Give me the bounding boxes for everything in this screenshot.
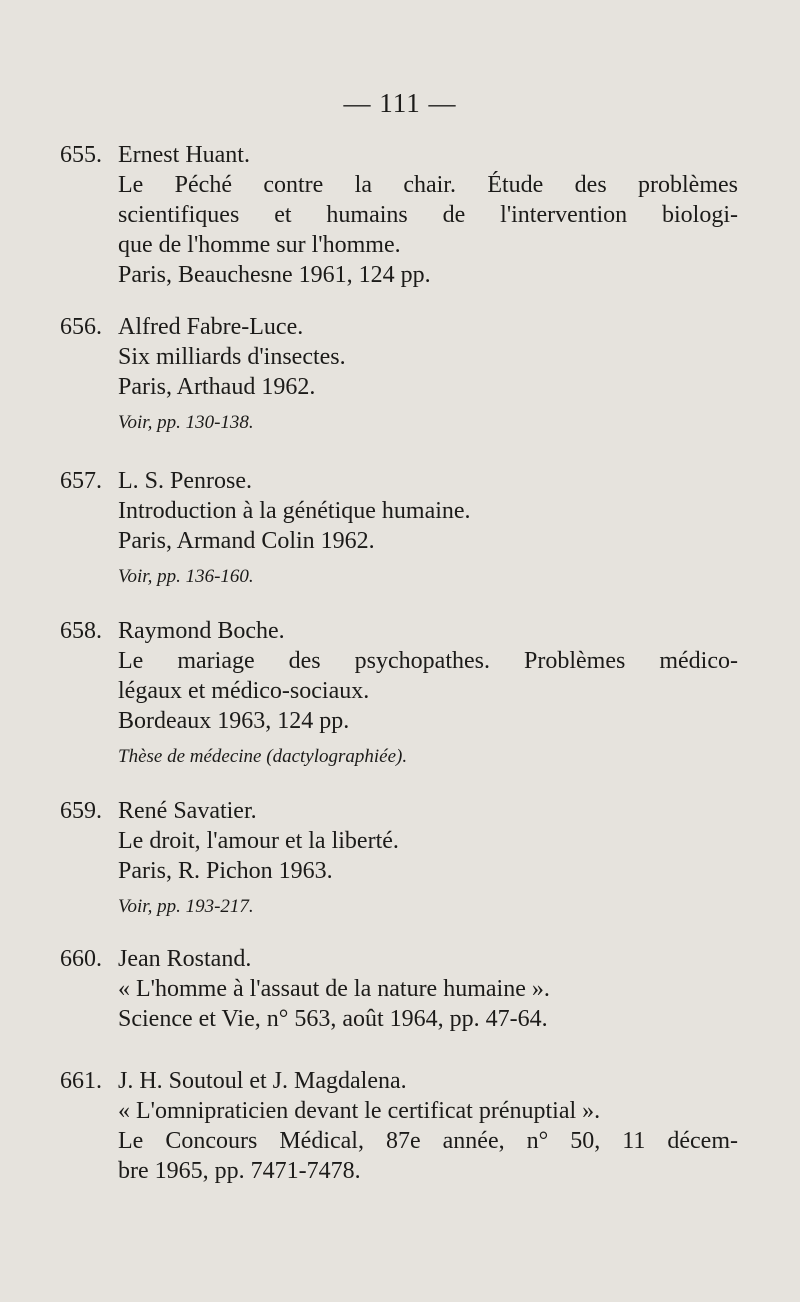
entry-author: Alfred Fabre-Luce. (118, 314, 304, 340)
entry-body (118, 140, 738, 290)
entry-title-line: scientifiques et humains de l'intervention biologi- (118, 202, 738, 228)
entry-note: Voir, pp. 136-160. (118, 566, 254, 587)
entry-title-line: Six milliards d'insectes. (118, 344, 346, 370)
entry-note: Voir, pp. 193-217. (118, 896, 254, 917)
entry-note: Thèse de médecine (dactylographiée). (118, 746, 408, 767)
entry-author: J. H. Soutoul et J. Magdalena. (118, 1068, 407, 1094)
entry-title-line: Le mariage des psychopathes. Problèmes médico- (118, 648, 738, 674)
entry-number: 655. (60, 142, 102, 168)
entry-number: 659. (60, 798, 102, 824)
entry-publication: Science et Vie, n° 563, août 1964, pp. 47-64. (118, 1006, 548, 1032)
entry-number: 656. (60, 314, 102, 340)
entry-body (118, 796, 738, 922)
entry-publication: Paris, Arthaud 1962. (118, 374, 316, 400)
entry-publication: Bordeaux 1963, 124 pp. (118, 708, 350, 734)
entry-title-line: Introduction à la génétique humaine. (118, 498, 471, 524)
entry-author: Raymond Boche. (118, 618, 285, 644)
entry-author: L. S. Penrose. (118, 468, 252, 494)
entry-publication: bre 1965, pp. 7471-7478. (118, 1158, 361, 1184)
entry-title-line: Le Péché contre la chair. Étude des problèmes (118, 172, 738, 198)
entry-body (118, 312, 738, 438)
entry-title-line: Le droit, l'amour et la liberté. (118, 828, 399, 854)
entry-body (118, 616, 738, 772)
entry-title-line: « L'omnipraticien devant le certificat prénuptial ». (118, 1098, 601, 1124)
entry-body (118, 944, 738, 1034)
page-number: — 111 — (343, 88, 457, 118)
entry-title-line: que de l'homme sur l'homme. (118, 232, 401, 258)
entry-title-line: légaux et médico-sociaux. (118, 678, 370, 704)
entry-body (118, 1066, 738, 1186)
entry-publication: Paris, Armand Colin 1962. (118, 528, 375, 554)
entry-title-line: « L'homme à l'assaut de la nature humaine ». (118, 976, 550, 1002)
entry-number: 661. (60, 1068, 102, 1094)
entry-number: 660. (60, 946, 102, 972)
entry-publication: Paris, R. Pichon 1963. (118, 858, 333, 884)
entry-author: Ernest Huant. (118, 142, 250, 168)
entry-publication: Le Concours Médical, 87e année, n° 50, 11 décem- (118, 1128, 738, 1154)
entry-body (118, 466, 738, 592)
entry-number: 657. (60, 468, 102, 494)
entry-author: René Savatier. (118, 798, 257, 824)
entry-note: Voir, pp. 130-138. (118, 412, 254, 433)
entry-publication: Paris, Beauchesne 1961, 124 pp. (118, 262, 431, 288)
entry-number: 658. (60, 618, 102, 644)
entry-author: Jean Rostand. (118, 946, 252, 972)
